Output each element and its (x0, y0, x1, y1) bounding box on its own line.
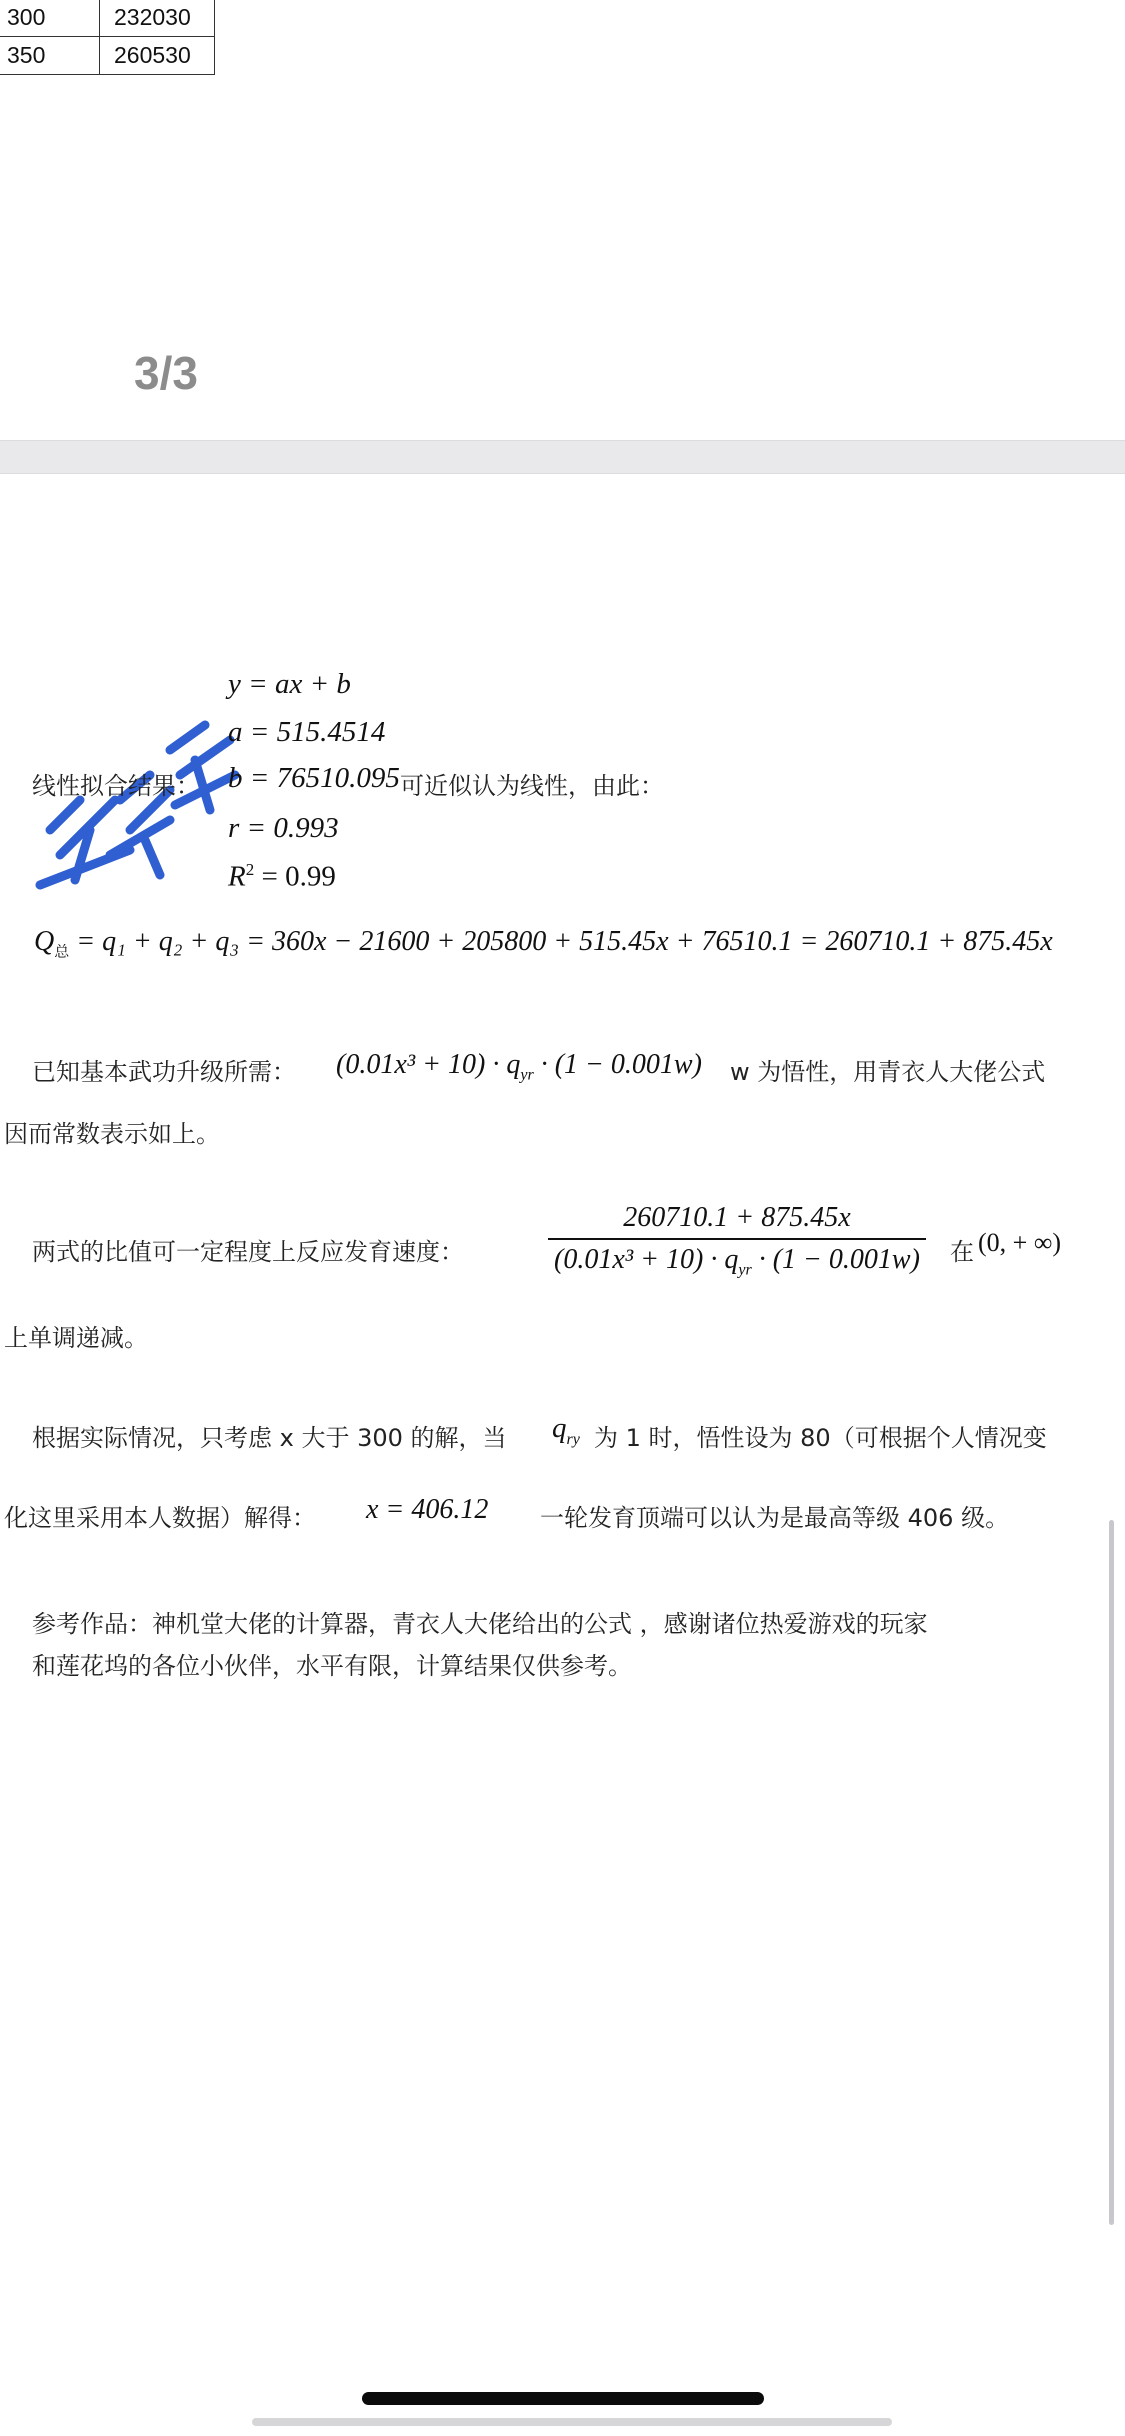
fit-b-eq: b = 76510.095 (228, 762, 400, 794)
upgrade-line2: 因而常数表示如上。 (4, 1120, 220, 1148)
upgrade-formula-sub: yr (520, 1066, 534, 1084)
ratio-den-sub: yr (738, 1261, 752, 1279)
scrollbar[interactable] (1109, 1520, 1114, 2225)
ratio-prefix: 两式的比值可一定程度上反应发育速度： (32, 1238, 464, 1266)
solution-q (552, 1412, 580, 1449)
upgrade-formula-tail: · (1 − 0.001w) (533, 1049, 702, 1080)
ratio-fraction (548, 1202, 926, 1280)
solution-line2-b: 一轮发育顶端可以认为是最高等级 406 级。 (540, 1504, 1010, 1532)
solution-q-main: q (552, 1412, 567, 1444)
page-divider (0, 440, 1125, 474)
fit-linear-note: 可近似认为线性，由此： (400, 772, 664, 800)
q-total-eq (34, 926, 1053, 962)
solution-line1-b: 为 1 时，悟性设为 80（可根据个人情况变 (594, 1424, 1047, 1452)
upgrade-prefix: 已知基本武功升级所需： (32, 1058, 296, 1086)
table-row (0, 0, 215, 37)
table-cell: 300 (0, 0, 100, 37)
ratio-den-tail: · (1 − 0.001w) (751, 1244, 920, 1275)
bottom-progress-track (252, 2418, 892, 2426)
r2-rest: = 0.99 (254, 860, 336, 893)
fit-r-eq: r = 0.993 (228, 812, 339, 844)
fit-model-eq: y = ax + b (228, 668, 351, 700)
q-total-rhs: = q₁ + q₂ + q₃ = 360x − 21600 + 205800 + 515.45x + 76510.1 = 260710.1 + 875.45x (69, 926, 1053, 957)
solution-q-sub: ry (566, 1430, 580, 1448)
solution-line1-a: 根据实际情况，只考虑 x 大于 300 的解，当 (32, 1424, 507, 1452)
page-indicator: 3/3 (134, 347, 198, 399)
upgrade-formula-main: (0.01x³ + 10) · q (336, 1049, 521, 1080)
ratio-interval: (0, + ∞) (978, 1228, 1062, 1257)
solution-x-value: x = 406.12 (366, 1494, 489, 1525)
q-total-sub: 总 (54, 942, 70, 961)
table-row (0, 37, 215, 75)
data-table (0, 0, 215, 75)
table-cell: 260530 (100, 37, 215, 75)
references-line2: 和莲花坞的各位小伙伴，水平有限，计算结果仅供参考。 (32, 1652, 632, 1680)
ratio-line2: 上单调递减。 (4, 1324, 148, 1352)
ratio-den-main: (0.01x³ + 10) · q (554, 1244, 739, 1275)
fit-a-eq: a = 515.4514 (228, 716, 386, 748)
upgrade-suffix: w 为悟性，用青衣人大佬公式 (730, 1058, 1046, 1086)
table-cell: 350 (0, 37, 100, 75)
home-indicator[interactable] (362, 2392, 764, 2405)
upgrade-formula (336, 1049, 702, 1085)
ratio-denominator (548, 1240, 926, 1280)
fit-r2-eq: $R^2 = 0.99$ (228, 860, 336, 893)
ratio-numerator: 260710.1 + 875.45x (548, 1202, 926, 1240)
ratio-suffix: 在 (950, 1238, 974, 1266)
r2-base: R (228, 860, 246, 893)
fit-label: 线性拟合结果： (32, 772, 200, 800)
table-cell: 232030 (100, 0, 215, 37)
q-total-lhs: Q (34, 926, 55, 957)
references-line1: 参考作品：神机堂大佬的计算器，青衣人大佬给出的公式 ，感谢诸位热爱游戏的玩家 (32, 1610, 928, 1638)
solution-line2-a: 化这里采用本人数据）解得： (4, 1504, 316, 1532)
